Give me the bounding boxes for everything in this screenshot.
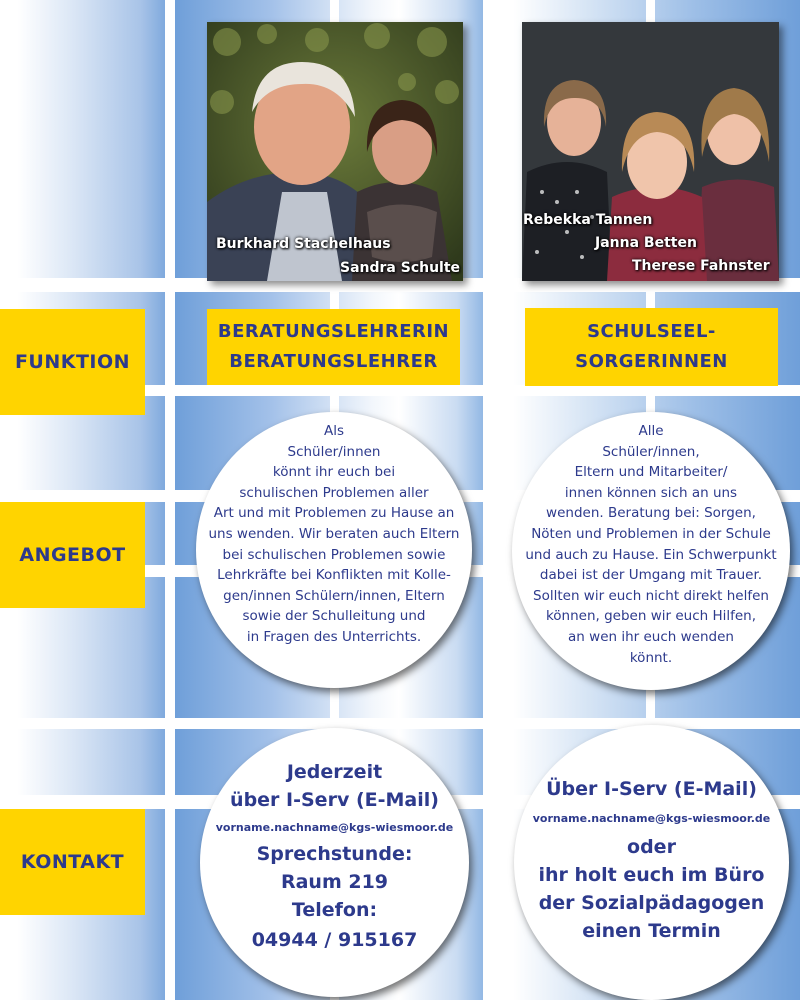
kontakt-line: Jederzeit: [286, 761, 383, 783]
row-label-kontakt: KONTAKT: [0, 809, 145, 915]
funktion-title-line: BERATUNGSLEHRERIN: [217, 321, 450, 342]
kontakt-line: Telefon:: [291, 899, 378, 921]
photo-caption: Burkhard Stachelhaus: [216, 236, 391, 252]
kontakt-line: Sprechstunde:: [256, 843, 413, 865]
angebot-text-schulseelsorgerinnen: Alle Schüler/innen, Eltern und Mitarbeiter/ innen können sich an uns wenden. Beratung bei: Sorgen, Nöten und Problemen in der Schule und auch zu Hause. Ein Schwerpunkt dabei ist der Umgang mit Trauer. Sollten wir euch nicht direkt helfen können, geben wir euch Hilfen, an wen ihr euch wenden könnt.: [525, 423, 777, 666]
funktion-title-line: BERATUNGSLEHRER: [229, 351, 438, 372]
funktion-title-line: SCHULSEEL-: [587, 321, 716, 342]
kontakt-email: vorname.nachname@kgs-wiesmoor.de: [215, 821, 454, 834]
row-label-funktion: FUNKTION: [0, 309, 145, 415]
photo-caption: Therese Fahnster: [632, 258, 770, 274]
kontakt-text-schulseelsorgerinnen: [518, 775, 785, 945]
row-label-angebot: ANGEBOT: [0, 502, 145, 608]
kontakt-line: oder: [627, 836, 676, 858]
kontakt-phone: 04944 / 915167: [251, 929, 418, 951]
kontakt-line: über I-Serv (E-Mail): [230, 789, 439, 811]
kontakt-line: ihr holt euch im Büro: [538, 864, 765, 886]
photo-beratungslehrer: [207, 22, 463, 281]
funktion-box-schulseelsorgerinnen: [525, 308, 778, 386]
photo-caption: Rebekka Tannen: [523, 212, 653, 228]
photo-schulseelsorgerinnen: [522, 22, 779, 281]
funktion-box-beratungslehrer: [207, 309, 460, 385]
photo-caption: Janna Betten: [595, 235, 697, 251]
kontakt-line: Raum 219: [280, 871, 389, 893]
kontakt-line: der Sozialpädagogen: [538, 892, 765, 914]
funktion-title-line: SORGERINNEN: [575, 351, 728, 372]
kontakt-line: einen Termin: [582, 920, 721, 942]
photo-caption: Sandra Schulte: [340, 260, 461, 276]
kontakt-email: vorname.nachname@kgs-wiesmoor.de: [532, 812, 771, 825]
angebot-text-beratungslehrer: Als Schüler/innen könnt ihr euch bei schulischen Problemen aller Art und mit Problemen zu Hause an uns wenden. Wir beraten auch Eltern bei schulischen Problemen sowie Lehrkräfte bei Konflikten mit Kolle- gen/innen Schülern/innen, Eltern sowie der Schulleitung und in Fragen des Unterrichts.: [208, 423, 460, 645]
kontakt-text-beratungslehrer: [204, 758, 465, 954]
kontakt-line: Über I-Serv (E-Mail): [546, 778, 757, 800]
